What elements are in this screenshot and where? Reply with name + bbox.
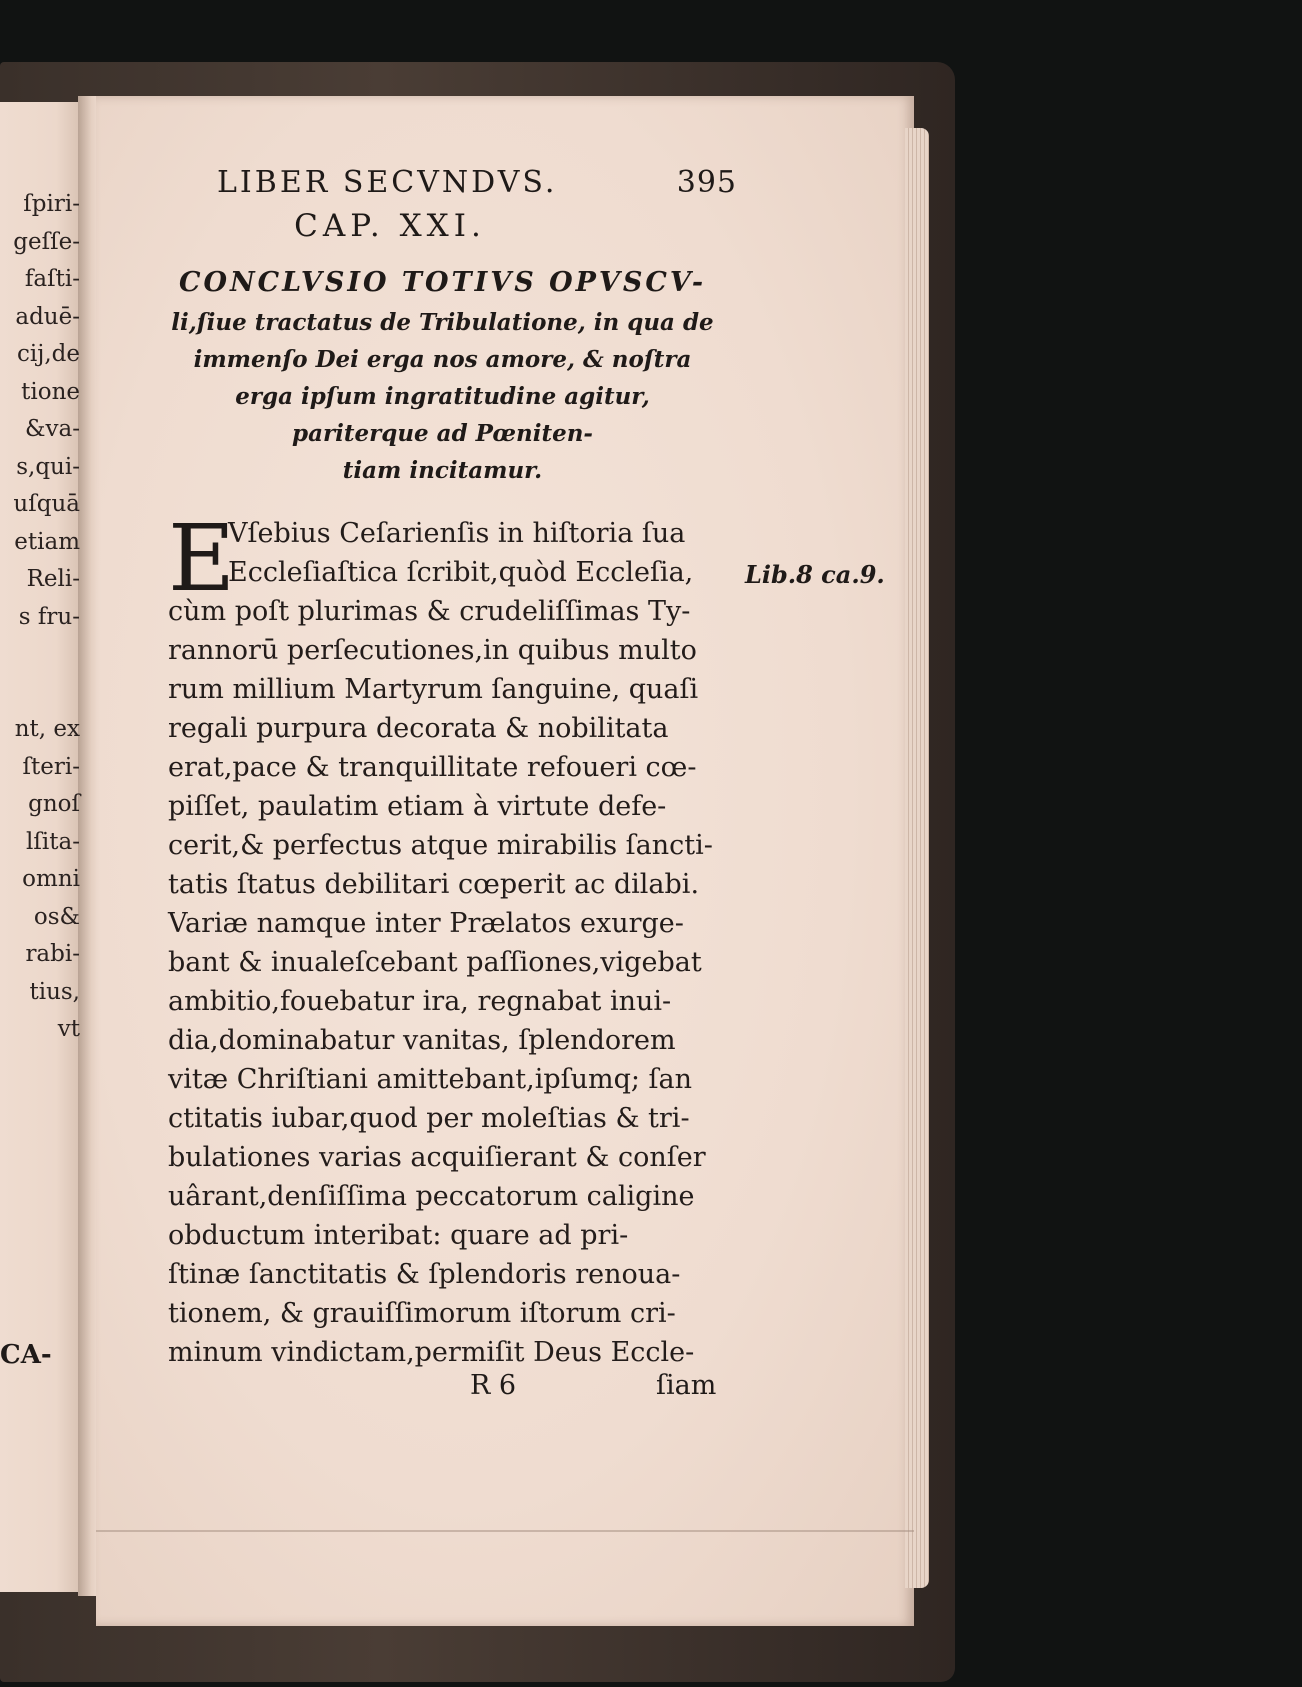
left-fragment-line: &va-	[25, 416, 80, 442]
body-line: cerit,& perfectus atque mirabilis ſancti-	[168, 830, 713, 861]
left-fragment-line: vt	[57, 1016, 80, 1042]
margin-note: Lib.8 ca.9.	[745, 560, 885, 589]
left-fragment-line: tione	[21, 378, 80, 405]
left-fragment-line: aduē-	[15, 303, 80, 330]
body-line: obductum interibat: quare ad pri-	[168, 1220, 629, 1251]
body-line: uârant,denſiſſima peccatorum caligine	[168, 1181, 695, 1212]
left-fragment-line: ſteri-	[22, 753, 80, 780]
body-line: tatis ſtatus debilitari cœperit ac dilabi.	[168, 869, 700, 900]
drop-cap: E	[168, 505, 236, 612]
left-fragment-line: s fru-	[18, 603, 80, 630]
running-title: LIBER SECVNDVS.	[217, 165, 558, 200]
catchword: ſiam	[656, 1370, 717, 1401]
body-line: minum vindictam,permiſit Deus Eccle-	[168, 1337, 695, 1368]
body-line: ſtinæ ſanctitatis & ſplendoris renoua-	[168, 1259, 681, 1290]
left-page-text-fragments	[0, 186, 80, 1049]
argument-line: tiam incitamur.	[342, 457, 543, 484]
left-fragment-line: s,qui-	[16, 453, 80, 480]
body-line: regali purpura decorata & nobilitata	[168, 713, 669, 744]
left-fragment-line: omni	[22, 866, 80, 892]
left-fragment-line: gnoſ	[28, 791, 80, 817]
body-line: ctitatis iubar,quod per moleſtias & tri-	[168, 1103, 690, 1134]
left-fragment-line: uſquā	[13, 491, 80, 517]
body-line: bant & inualeſcebant paſſiones,vigebat	[168, 947, 702, 978]
left-fragment-line: lſita-	[26, 828, 80, 855]
body-line: ambitio,fouebatur ira, regnabat inui-	[168, 986, 672, 1017]
chapter-heading	[0, 208, 700, 244]
running-header	[217, 165, 737, 205]
left-page-catchword: CA-	[0, 1340, 52, 1370]
argument-line: li,ſiue tractatus de Tribulatione, in qua de	[171, 309, 714, 336]
left-fragment-line: cij,de	[16, 341, 80, 367]
body-line: rannorū perſecutiones,in quibus multo	[168, 635, 697, 666]
argument-line: CONCLVSIO TOTIVS OPVSCV-	[178, 267, 707, 298]
left-fragment-line: nt, ex	[14, 716, 80, 742]
body-line: rum millium Martyrum ſanguine, quaſi	[168, 674, 699, 705]
body-line: cùm poſt plurimas & crudeliſſimas Ty-	[168, 596, 691, 627]
argument-line: immenſo Dei erga nos amore, & noſtra	[193, 346, 692, 373]
left-fragment-line: Reli-	[26, 566, 80, 592]
argument-line: erga ipſum ingratitudine agitur,	[235, 383, 650, 410]
left-fragment-line: geſſe-	[13, 228, 80, 255]
left-fragment-line: rabi-	[25, 941, 80, 967]
chapter-argument	[150, 262, 735, 489]
chapter-label: CAP. XXI.	[294, 208, 486, 244]
left-fragment-line: faſti-	[24, 266, 80, 292]
body-line: erat,pace & tranquillitate refoueri cœ-	[168, 752, 697, 783]
page-number: 395	[676, 165, 737, 200]
body-line: tionem, & grauiſſimorum iſtorum cri-	[168, 1298, 676, 1329]
body-text	[168, 505, 733, 1372]
left-fragment-line: etiam	[14, 528, 80, 555]
body-line: piſſet, paulatim etiam à virtute defe-	[168, 791, 667, 822]
left-fragment-line: ſpiri-	[23, 191, 80, 217]
page-stack-edge	[905, 128, 929, 1588]
body-line: Vſebius Ceſarienſis in hiſtoria ſua	[228, 518, 686, 549]
body-line: vitæ Chriſtiani amittebant,ipſumq; ſan	[168, 1064, 693, 1095]
body-line: Variæ namque inter Prælatos exurge-	[168, 908, 684, 939]
signature-mark: R 6	[470, 1370, 517, 1401]
body-line: bulationes varias acquiſierant & conſer	[168, 1142, 706, 1173]
left-fragment-line: os&	[33, 903, 80, 930]
body-line: Eccleſiaſtica ſcribit,quòd Eccleſia,	[228, 557, 694, 588]
left-fragment-line: tius,	[29, 978, 80, 1005]
page-bottom-edge	[96, 1530, 914, 1542]
argument-line: pariterque ad Pœniten-	[292, 420, 593, 447]
left-fragment-gap	[0, 636, 80, 711]
body-line: dia,dominabatur vanitas, ſplendorem	[168, 1025, 676, 1056]
